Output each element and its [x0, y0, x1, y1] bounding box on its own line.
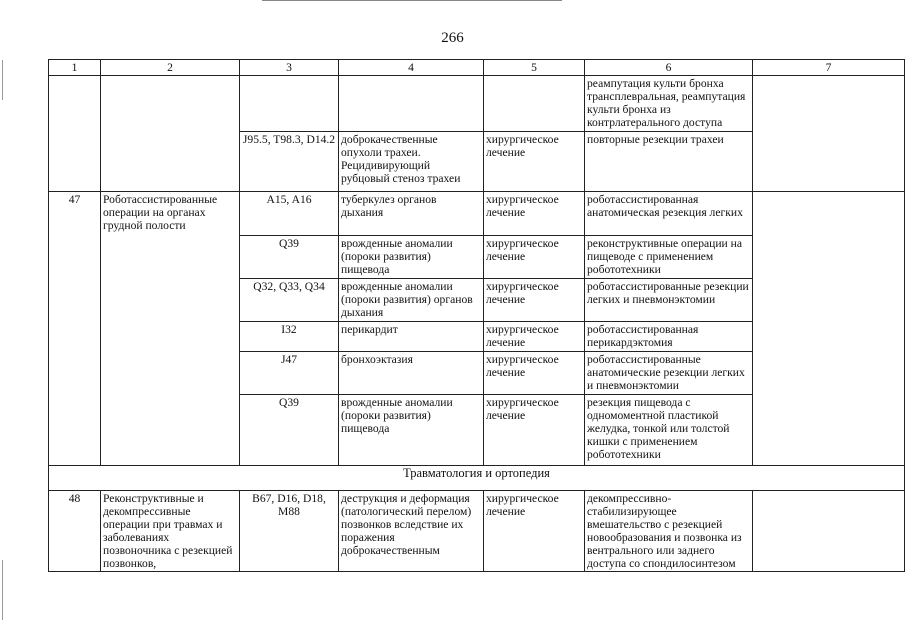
page-number: 266: [441, 30, 464, 46]
icd-code-cell: Q39: [240, 236, 339, 279]
operation-group-cell: Реконструктивные и декомпрессивные операции при травмах и заболеваниях позвоночника с резекцией позвонков,: [101, 491, 240, 572]
icd-code-cell: J47: [240, 352, 339, 395]
treatment-type-cell: хирургическое лечение: [484, 279, 585, 322]
method-cell: повторные резекции трахеи: [585, 132, 753, 192]
treatment-type-cell: хирургическое лечение: [484, 132, 585, 192]
column-header: 5: [484, 60, 585, 76]
row-number-cell: 47: [49, 192, 101, 466]
method-cell: реампутация культи бронха трансплевральная, реампутация культи бронха из контрлатерального доступа: [585, 76, 753, 132]
treatment-type-cell: хирургическое лечение: [484, 192, 585, 236]
diagnosis-cell: туберкулез органов дыхания: [339, 192, 484, 236]
diagnosis-cell: [339, 76, 484, 132]
treatment-type-cell: хирургическое лечение: [484, 395, 585, 466]
table-row: [49, 76, 905, 132]
diagnosis-cell: перикардит: [339, 322, 484, 352]
icd-code-cell: Q39: [240, 395, 339, 466]
operation-group-cell: Роботассистированные операции на органах грудной полости: [101, 192, 240, 466]
top-rule: [262, 0, 562, 1]
section-title: Травматология и ортопедия: [49, 466, 905, 491]
notes-cell: [753, 76, 905, 192]
diagnosis-cell: доброкачественные опухоли трахеи. Рецидивирующий рубцовый стеноз трахеи: [339, 132, 484, 192]
diagnosis-cell: врожденные аномалии (пороки развития) органов дыхания: [339, 279, 484, 322]
diagnosis-cell: врожденные аномалии (пороки развития) пищевода: [339, 236, 484, 279]
icd-code-cell: A15, A16: [240, 192, 339, 236]
diagnosis-cell: врожденные аномалии (пороки развития) пищевода: [339, 395, 484, 466]
notes-cell: [753, 491, 905, 572]
treatment-type-cell: хирургическое лечение: [484, 352, 585, 395]
icd-code-cell: B67, D16, D18, M88: [240, 491, 339, 572]
diagnosis-cell: деструкция и деформация (патологический перелом) позвонков вследствие их поражения доброкачественным: [339, 491, 484, 572]
section-heading-row: [49, 466, 905, 491]
treatment-type-cell: хирургическое лечение: [484, 491, 585, 572]
column-header: 2: [101, 60, 240, 76]
column-header: 3: [240, 60, 339, 76]
method-cell: роботассистированные анатомические резекции легких и пневмонэктомии: [585, 352, 753, 395]
notes-cell: [753, 192, 905, 466]
method-cell: роботассистированная анатомическая резекция легких: [585, 192, 753, 236]
icd-code-cell: Q32, Q33, Q34: [240, 279, 339, 322]
column-header: 6: [585, 60, 753, 76]
column-header: 4: [339, 60, 484, 76]
diagnosis-cell: бронхоэктазия: [339, 352, 484, 395]
column-header: 7: [753, 60, 905, 76]
method-cell: декомпрессивно-стабилизирующее вмешательство с резекцией новообразования и позвонка из вентрального или заднего доступа со спондилосинтезом: [585, 491, 753, 572]
icd-code-cell: I32: [240, 322, 339, 352]
medical-services-table: [48, 59, 905, 572]
icd-code-cell: J95.5, T98.3, D14.2: [240, 132, 339, 192]
method-cell: роботассистированная перикардэктомия: [585, 322, 753, 352]
icd-code-cell: [240, 76, 339, 132]
treatment-type-cell: [484, 76, 585, 132]
treatment-type-cell: хирургическое лечение: [484, 236, 585, 279]
treatment-type-cell: хирургическое лечение: [484, 322, 585, 352]
column-number-row: [49, 60, 905, 76]
scan-edge-mark: [2, 60, 3, 100]
column-header: 1: [49, 60, 101, 76]
method-cell: роботассистированные резекции легких и пневмонэктомии: [585, 279, 753, 322]
method-cell: реконструктивные операции на пищеводе с применением робототехники: [585, 236, 753, 279]
method-cell: резекция пищевода с одномоментной пластикой желудка, тонкой или толстой кишки с применением робототехники: [585, 395, 753, 466]
operation-group-cell: [101, 76, 240, 192]
scan-edge-mark: [2, 560, 3, 620]
row-number-cell: [49, 76, 101, 192]
row-number-cell: 48: [49, 491, 101, 572]
table-row: [49, 491, 905, 572]
table-row: [49, 192, 905, 236]
